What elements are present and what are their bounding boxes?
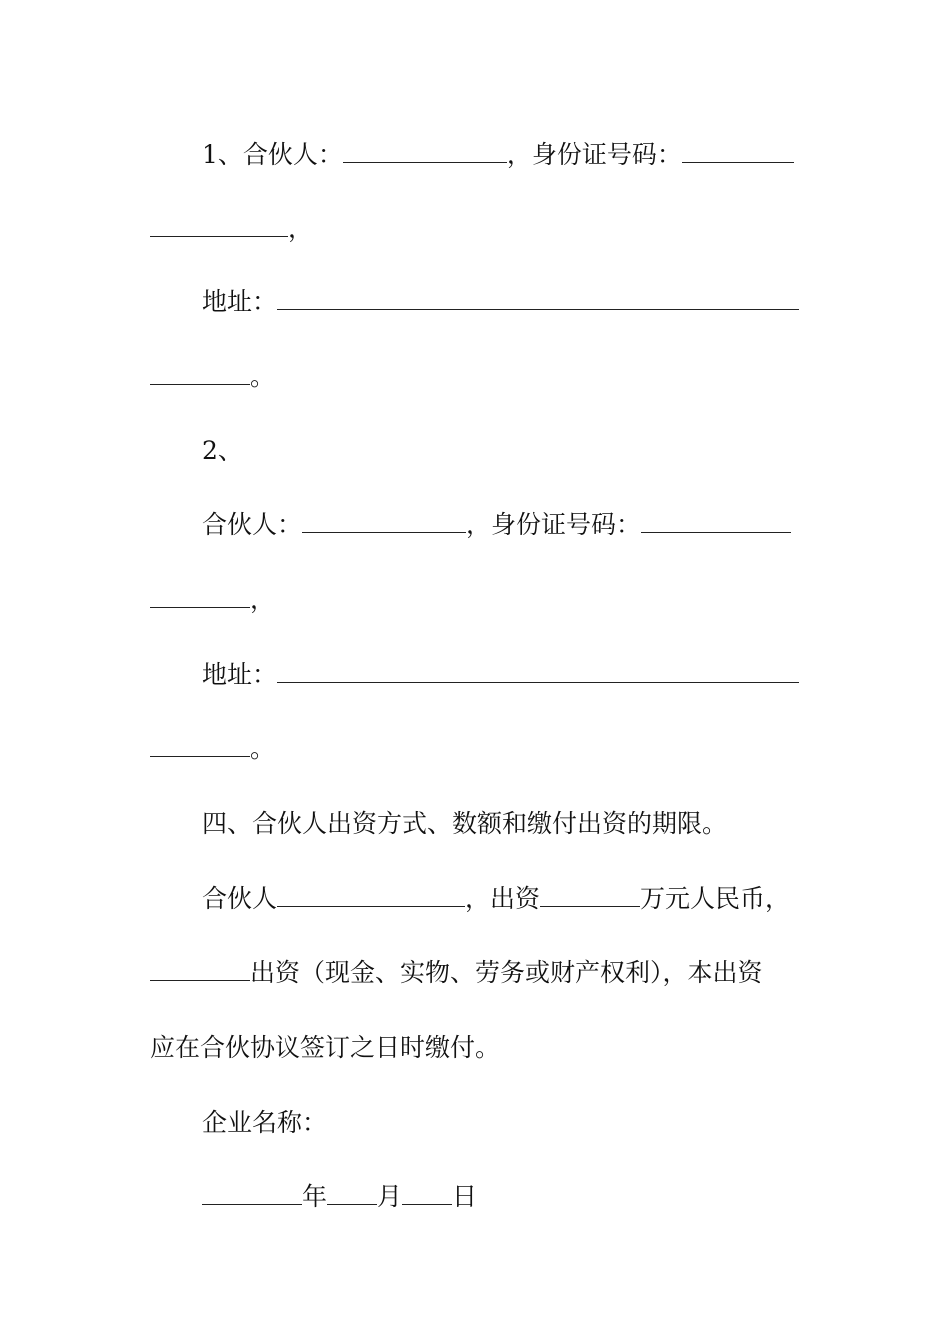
partner2-line — [202, 510, 791, 540]
date-line — [202, 1182, 477, 1212]
contribution-type-blank[interactable] — [150, 958, 250, 981]
partner1-address-blank[interactable] — [277, 287, 799, 310]
partner1-address-line — [202, 287, 799, 317]
company-name-line — [202, 1108, 327, 1138]
partner2-address-continuation — [150, 734, 275, 764]
partner1-period: 。 — [250, 362, 276, 391]
partner1-name-blank[interactable] — [343, 140, 507, 163]
partner2-comma: ， — [250, 585, 276, 614]
contribution-type-text: 出资（现金、实物、劳务或财产权利），本出资 — [250, 958, 763, 987]
contribution-partner-label: 合伙人 — [202, 884, 278, 913]
contribution-amount-label: ，出资 — [465, 884, 541, 913]
partner1-name-label: 合伙人： — [242, 140, 343, 169]
partner1-id-label: ，身份证号码： — [506, 140, 682, 169]
contribution-partner-blank[interactable] — [277, 884, 465, 907]
date-year-label: 年 — [302, 1182, 328, 1211]
contribution-line — [202, 884, 790, 914]
partner2-address-line — [202, 660, 799, 690]
partner2-address-blank-cont[interactable] — [150, 734, 250, 757]
partner1-id-blank[interactable] — [682, 140, 794, 163]
partner1-number: 1、 — [202, 140, 243, 169]
partner1-comma: ， — [288, 214, 314, 243]
date-day-blank[interactable] — [402, 1182, 452, 1205]
partner2-name-label: 合伙人： — [202, 510, 303, 539]
partner1-address-label: 地址： — [202, 287, 278, 316]
partner2-address-label: 地址： — [202, 660, 278, 689]
partner2-id-blank[interactable] — [641, 510, 791, 533]
date-year-blank[interactable] — [202, 1182, 302, 1205]
partner2-address-blank[interactable] — [277, 660, 799, 683]
partner2-name-blank[interactable] — [302, 510, 466, 533]
partner1-address-blank-cont[interactable] — [150, 362, 250, 385]
partner1-line — [202, 140, 794, 170]
partner1-id-blank-cont[interactable] — [150, 214, 288, 237]
contribution-amount-blank[interactable] — [540, 884, 640, 907]
contribution-currency-label: 万元人民币， — [640, 884, 791, 913]
partner1-address-continuation — [150, 362, 275, 392]
partner1-id-continuation — [150, 214, 313, 244]
section-four-heading: 四、合伙人出资方式、数额和缴付出资的期限。 — [202, 809, 728, 838]
date-month-blank[interactable] — [327, 1182, 377, 1205]
partner2-period: 。 — [250, 734, 276, 763]
partner2-id-blank-cont[interactable] — [150, 585, 250, 608]
partner2-number: 2、 — [202, 436, 243, 465]
contribution-type-line — [150, 958, 763, 988]
company-name-label: 企业名称： — [202, 1108, 328, 1137]
contribution-deadline-line: 应在合伙协议签订之日时缴付。 — [150, 1033, 501, 1062]
partner2-id-label: ，身份证号码： — [466, 510, 642, 539]
partner2-number-line — [202, 436, 243, 466]
partner2-id-continuation — [150, 585, 275, 615]
date-day-label: 日 — [452, 1182, 478, 1211]
date-month-label: 月 — [377, 1182, 403, 1211]
